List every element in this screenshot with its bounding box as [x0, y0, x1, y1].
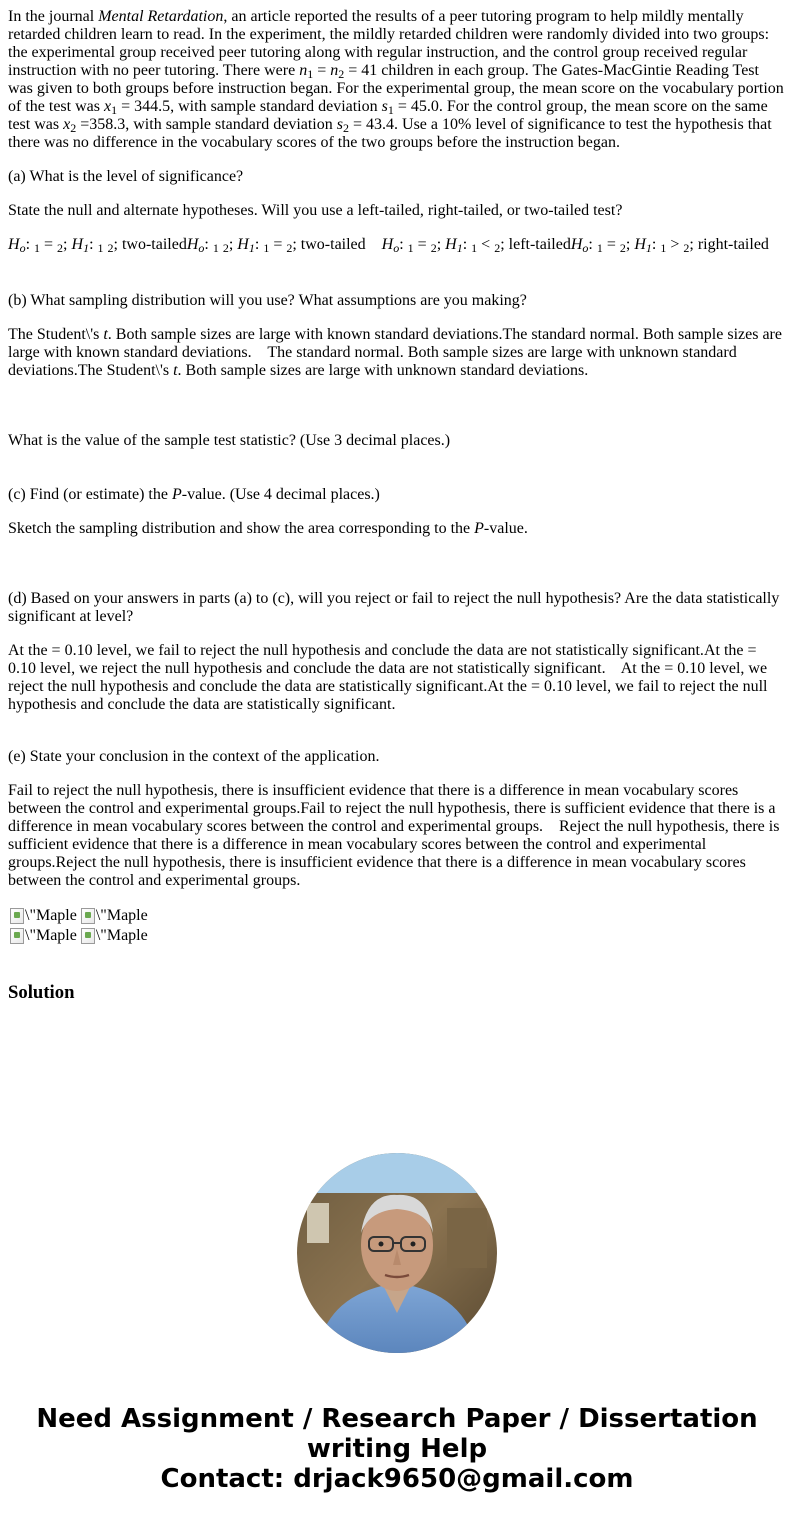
- math-sub: 1: [111, 103, 118, 117]
- distribution-choice-4[interactable]: The Student\'s t. Both sample sizes are large with unknown standard deviations.: [77, 362, 589, 379]
- promo-contact[interactable]: Contact: drjack9650@gmail.com: [160, 1464, 634, 1494]
- broken-image-icon: [81, 908, 95, 924]
- sketch-question: Sketch the sampling distribution and show the area corresponding to the P-value.: [8, 520, 528, 537]
- distribution-choice-2[interactable]: The standard normal. Both sample sizes are large with known standard deviations.: [8, 326, 782, 361]
- intro-text: = 43.4. Use a 10% level of significance to test the hypothesis that there was no difference in the vocabulary scores of the two groups before the instruction began.: [8, 116, 772, 151]
- tutor-avatar: [297, 1153, 497, 1353]
- conclusion-choices: [8, 782, 786, 890]
- math-var: s: [336, 116, 343, 133]
- hypothesis-choice-3[interactable]: $H_o$: $_1$ = $_2$; $H_1$: $_1$ < $_2$; left-tailed: [381, 236, 571, 255]
- significance-choice-4[interactable]: At the = 0.10 level, we fail to reject the null hypothesis and conclude the data are statistically significant.: [8, 678, 768, 713]
- broken-image: \"Maple: [81, 907, 148, 925]
- conclusion-choice-1[interactable]: Fail to reject the null hypothesis, there is insufficient evidence that there is a difference in mean vocabulary scores between the control and experimental groups.: [8, 782, 739, 817]
- part-a-question: (a) What is the level of significance?: [8, 168, 244, 185]
- broken-image-icon: [10, 908, 24, 924]
- part-e-question: (e) State your conclusion in the context of the application.: [8, 748, 380, 765]
- avatar-photo: [297, 1153, 497, 1353]
- math-sub: 2: [70, 121, 77, 135]
- broken-image-icon: [10, 928, 24, 944]
- math-sub: 1: [387, 103, 394, 117]
- intro-paragraph: [8, 8, 786, 152]
- journal-name: Mental Retardation: [98, 8, 224, 25]
- distribution-choices: [8, 326, 786, 380]
- broken-image: \"Maple: [10, 927, 77, 945]
- part-d-question: (d) Based on your answers in parts (a) to (c), will you reject or fail to reject the null hypothesis? Are the data statistically significant at level?: [8, 590, 780, 625]
- conclusion-choice-2[interactable]: Fail to reject the null hypothesis, there is sufficient evidence that there is a difference in mean vocabulary scores between the control and experimental groups.: [8, 800, 776, 835]
- promo-line: Need Assignment / Research Paper / Dissertation: [36, 1404, 758, 1434]
- part-c-question: (c) Find (or estimate) the P-value. (Use 4 decimal places.): [8, 486, 380, 503]
- intro-text: In the journal: [8, 8, 99, 25]
- promo-banner: [0, 1404, 794, 1494]
- math-var: n: [299, 62, 308, 79]
- solution-heading: Solution: [8, 982, 75, 1003]
- significance-choice-2[interactable]: At the = 0.10 level, we reject the null hypothesis and conclude the data are not statistically significant.: [8, 642, 757, 677]
- broken-image-icon: [81, 928, 95, 944]
- question-content: [8, 8, 786, 946]
- distribution-choice-3[interactable]: The standard normal. Both sample sizes are large with unknown standard deviations.: [8, 344, 737, 379]
- intro-text: = 344.5, with sample standard deviation: [117, 98, 382, 115]
- hypothesis-choice-4[interactable]: $H_o$: $_1$ = $_2$; $H_1$: $_1$ > $_2$; right-tailed: [570, 236, 769, 255]
- math-var: x: [103, 98, 112, 115]
- math-op: =: [313, 62, 331, 79]
- intro-text: , an article reported the results of a peer tutoring program to help mildly mentally retarded children learn to read. In the experiment, the mildly retarded children were randomly divided into two groups: the experimental group received peer tutoring along with regular instruction, and the control group received regular instruction with no peer tutoring. There were: [8, 8, 770, 79]
- promo-line: writing Help: [306, 1434, 488, 1464]
- part-b-question: (b) What sampling distribution will you use? What assumptions are you making?: [8, 292, 527, 309]
- significance-choices: [8, 642, 786, 714]
- hypothesis-choices: [8, 236, 786, 254]
- intro-text: =358.3, with sample standard deviation: [76, 116, 337, 133]
- broken-image-grid: [8, 906, 786, 946]
- math-var: s: [381, 98, 388, 115]
- conclusion-choice-3[interactable]: Reject the null hypothesis, there is sufficient evidence that there is a difference in mean vocabulary scores between the control and experimental groups.: [8, 818, 780, 871]
- math-sub: 2: [342, 121, 349, 135]
- hypothesis-choice-1[interactable]: $H_o$: $_1$ = $_2$; $H_1$: $_1$ $_2$; two-tailed: [8, 236, 187, 255]
- broken-image: \"Maple: [10, 907, 77, 925]
- significance-choice-3[interactable]: At the = 0.10 level, we reject the null hypothesis and conclude the data are statistically significant.: [8, 660, 768, 695]
- test-statistic-question: What is the value of the sample test statistic? (Use 3 decimal places.): [8, 432, 451, 449]
- hypothesis-choice-2[interactable]: $H_o$: $_1$ $_2$; $H_1$: $_1$ = $_2$; two-tailed: [186, 236, 366, 255]
- conclusion-choice-4[interactable]: Reject the null hypothesis, there is insufficient evidence that there is a difference in mean vocabulary scores between the control and experimental groups.: [8, 854, 746, 889]
- intro-text: = 41 children in each group. The Gates-MacGintie Reading Test was given to both groups before instruction began. For the experimental group, the mean score on the vocabulary portion of the test was: [8, 62, 784, 115]
- hypothesis-question: State the null and alternate hypotheses. Will you use a left-tailed, right-tailed, or two-tailed test?: [8, 202, 623, 219]
- math-var: x: [63, 116, 71, 133]
- math-sub: 2: [338, 67, 345, 81]
- math-sub: 1: [307, 67, 314, 81]
- math-var: n: [330, 62, 339, 79]
- significance-choice-1[interactable]: At the = 0.10 level, we fail to reject the null hypothesis and conclude the data are not statistically significant.: [8, 642, 704, 659]
- intro-text: = 45.0. For the control group, the mean score on the same test was: [8, 98, 768, 133]
- distribution-choice-1[interactable]: The Student\'s t. Both sample sizes are large with known standard deviations.: [8, 326, 503, 343]
- broken-image: \"Maple: [81, 927, 148, 945]
